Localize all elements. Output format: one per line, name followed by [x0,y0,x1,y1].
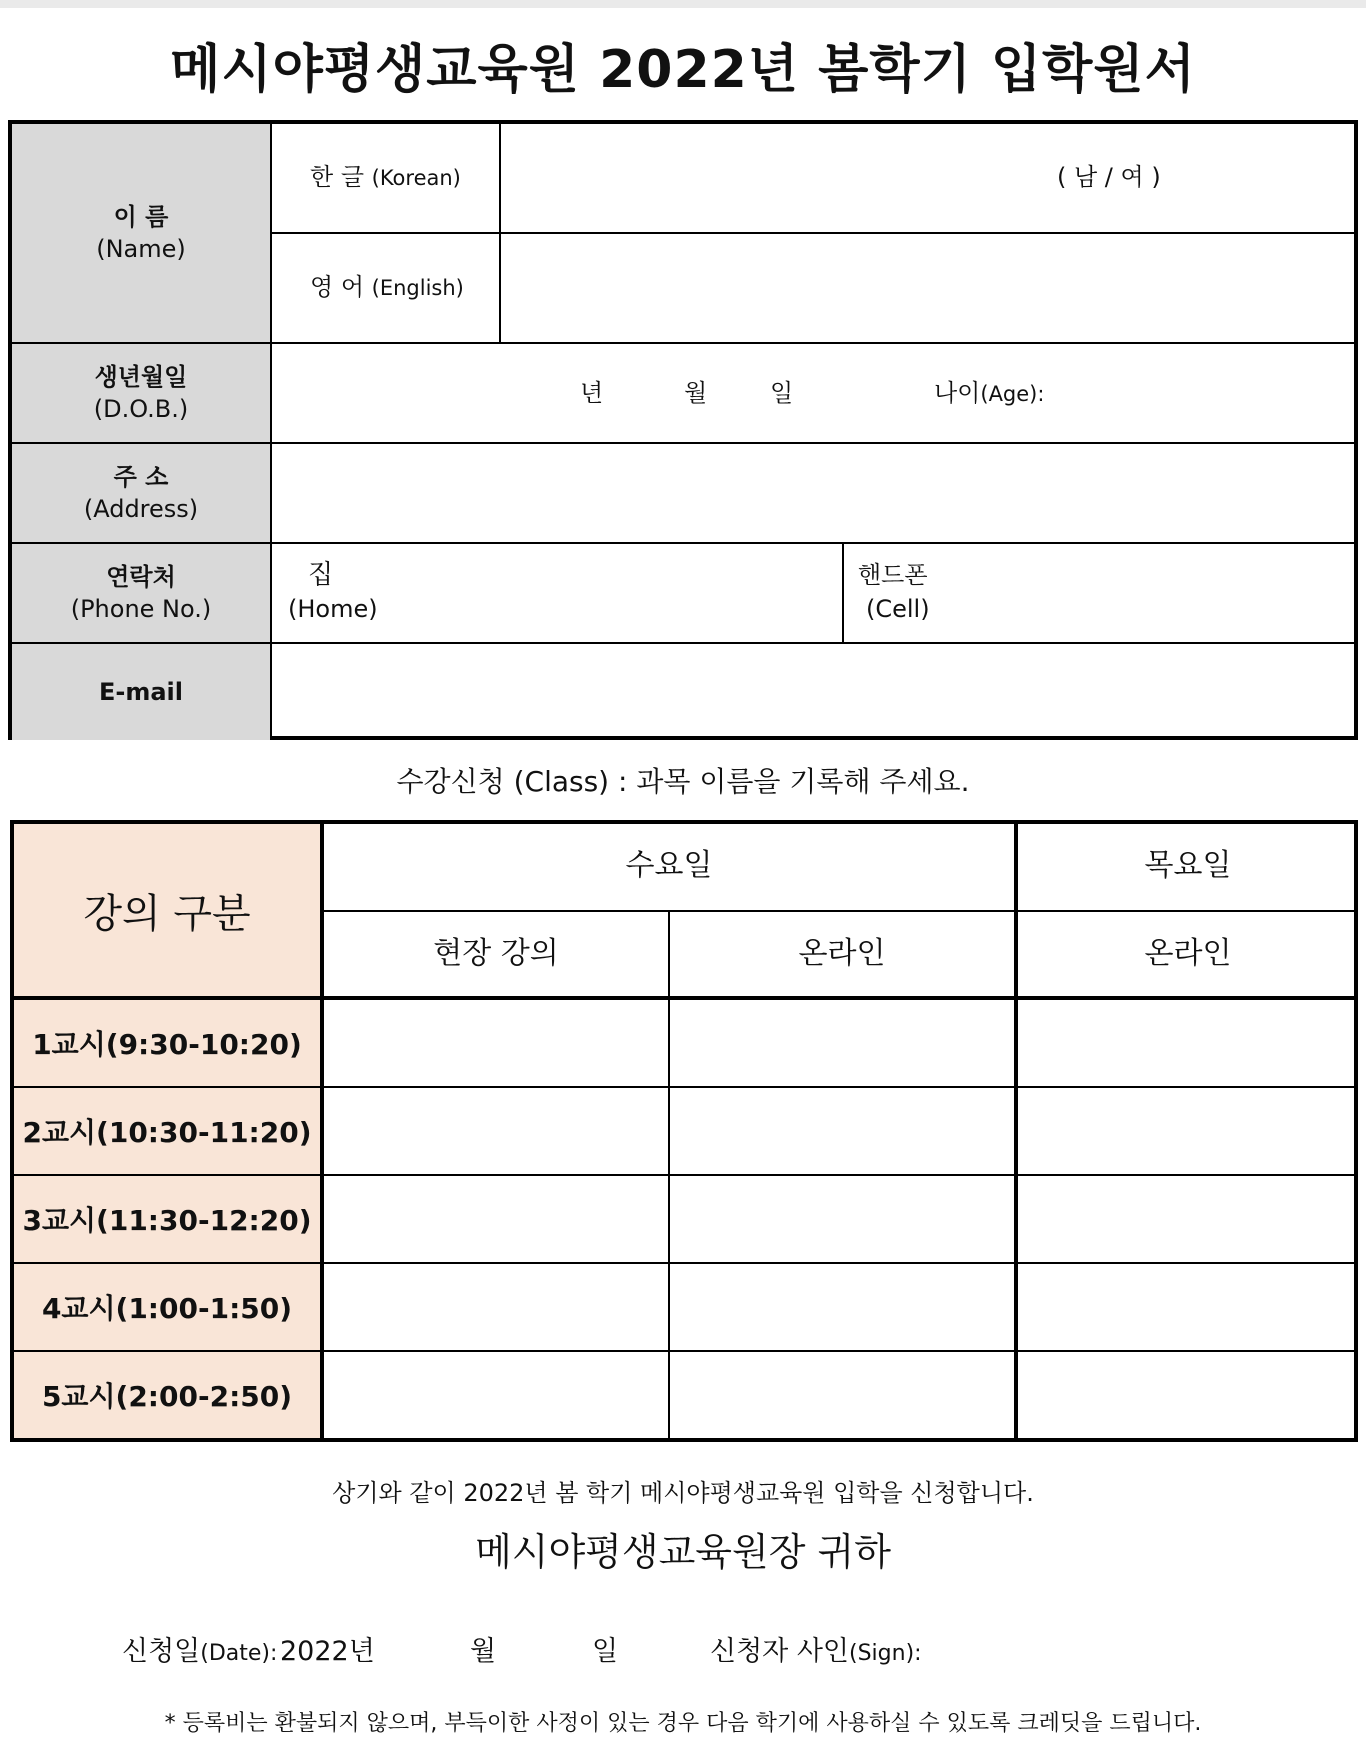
recipient-line: 메시야평생교육원장 귀하 [475,1530,891,1574]
class-cell-p1-thu-online[interactable] [1018,1000,1358,1086]
name-label-en: (Name) [96,235,186,263]
class-type-header [14,824,320,996]
gender-selector[interactable]: ( 남 / 여 ) [1057,163,1161,191]
application-date-day[interactable]: 일 [592,1636,619,1667]
wednesday-header: 수요일 [625,848,713,883]
phone-label-cell [12,544,272,642]
korean-name-label: 한 글 (Korean) [310,163,461,191]
application-date-month[interactable]: 월 [470,1636,497,1667]
dob-label-cell [12,344,272,442]
address-label-en: (Address) [83,495,199,523]
class-cell-p4-wed-online[interactable] [670,1264,1014,1350]
class-schedule-table [10,820,1358,1442]
class-cell-p4-thu-online[interactable] [1018,1264,1358,1350]
period-label: 3교시(11:30-12:20) [14,1176,320,1262]
class-cell-p3-wed-onsite[interactable] [324,1176,668,1262]
english-name-field[interactable] [501,234,1358,342]
class-cell-p1-wed-onsite[interactable] [324,1000,668,1086]
dob-year-label: 년 [580,379,604,407]
class-cell-p5-wed-onsite[interactable] [324,1352,668,1438]
address-field[interactable] [274,444,1358,542]
class-cell-p5-wed-online[interactable] [670,1352,1014,1438]
wednesday-onsite-header: 현장 강의 [433,936,559,971]
dob-label-ko: 생년월일 [94,363,188,391]
class-cell-p2-thu-online[interactable] [1018,1088,1358,1174]
signature-label[interactable]: 신청자 사인(Sign): [710,1636,922,1667]
home-phone-label-en: (Home) [288,595,378,623]
period-label: 1교시(9:30-10:20) [14,1000,320,1086]
cell-phone-field[interactable] [844,544,1358,642]
address-label-ko: 주 소 [113,463,169,491]
thursday-online-header: 온라인 [1144,936,1232,971]
divider [324,910,1358,912]
class-cell-p2-wed-online[interactable] [670,1088,1014,1174]
class-caption: 수강신청 (Class) : 과목 이름을 기록해 주세요. [396,765,970,798]
email-label-cell [12,644,272,740]
dob-label-en: (D.O.B.) [93,395,189,423]
thursday-header: 목요일 [1144,848,1232,883]
cell-phone-label-en: (Cell) [866,595,930,623]
home-phone-field[interactable] [274,544,842,642]
application-date-year[interactable]: 2022년 [280,1636,375,1667]
class-cell-p5-thu-online[interactable] [1018,1352,1358,1438]
form-title: 메시야평생교육원 2022년 봄학기 입학원서 [170,40,1196,100]
wednesday-online-header: 온라인 [798,936,886,971]
period-label: 2교시(10:30-11:20) [14,1088,320,1174]
refund-notice: * 등록비는 환불되지 않으며, 부득이한 사정이 있는 경우 다음 학기에 사용하실 수 있도록 크레딧을 드립니다. [164,1711,1202,1736]
class-cell-p4-wed-onsite[interactable] [324,1264,668,1350]
name-label-ko: 이 름 [113,203,169,231]
period-label: 4교시(1:00-1:50) [14,1264,320,1350]
class-cell-p3-thu-online[interactable] [1018,1176,1358,1262]
home-phone-label-ko: 집 [308,560,334,590]
application-declaration: 상기와 같이 2022년 봄 학기 메시야평생교육원 입학을 신청합니다. [332,1479,1034,1507]
name-label-cell [12,124,272,342]
korean-name-field[interactable] [501,124,1358,232]
age-label: 나이(Age): [934,379,1045,407]
address-label-cell [12,444,272,542]
class-cell-p1-wed-online[interactable] [670,1000,1014,1086]
application-date-label: 신청일(Date): [122,1636,278,1667]
class-type-label: 강의 구분 [83,890,251,937]
class-cell-p3-wed-online[interactable] [670,1176,1014,1262]
email-label: E-mail [98,678,183,706]
phone-label-en: (Phone No.) [70,595,212,623]
phone-label-ko: 연락처 [106,563,176,591]
application-form-page [0,8,1366,1758]
class-cell-p2-wed-onsite[interactable] [324,1088,668,1174]
dob-field[interactable] [274,344,1358,442]
dob-month-label: 월 [684,379,708,407]
period-label: 5교시(2:00-2:50) [14,1352,320,1438]
cell-phone-label-ko: 핸드폰 [858,561,928,589]
email-field[interactable] [274,644,1358,740]
dob-day-label: 일 [770,379,794,407]
applicant-info-table [8,120,1358,740]
english-name-label: 영 어 (English) [310,273,464,301]
